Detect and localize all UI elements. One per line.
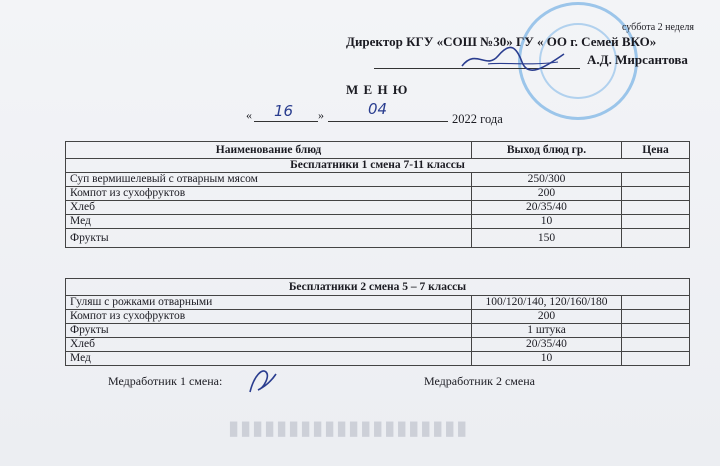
dish-name: Суп вермишелевый с отварным мясом — [66, 173, 472, 187]
section-title: Бесплатники 2 смена 5 – 7 классы — [66, 279, 690, 296]
dish-qty: 20/35/40 — [472, 201, 622, 215]
bleed-through-text: ▮▮▮▮▮▮▮▮▮▮▮▮▮▮▮▮▮▮▮▮ — [228, 419, 469, 441]
dish-qty: 10 — [472, 352, 622, 366]
dish-name: Гуляш с рожками отварными — [66, 296, 472, 310]
director-name: А.Д. Мирсантова — [587, 52, 688, 67]
dish-qty: 100/120/140, 120/160/180 — [472, 296, 622, 310]
dish-name: Хлеб — [66, 338, 472, 352]
table-row — [66, 215, 690, 229]
dish-price — [622, 187, 690, 201]
dish-price — [622, 324, 690, 338]
dish-qty: 150 — [472, 229, 622, 248]
dish-price — [622, 352, 690, 366]
dish-name: Фрукты — [66, 229, 472, 248]
dish-price — [622, 296, 690, 310]
date-month: 04 — [368, 100, 388, 118]
date-year: 2022 года — [452, 112, 503, 126]
dish-qty: 10 — [472, 215, 622, 229]
table-header-row — [66, 142, 690, 159]
table-row — [66, 338, 690, 352]
section-title-row — [66, 279, 690, 296]
dish-name: Компот из сухофруктов — [66, 310, 472, 324]
table-row — [66, 310, 690, 324]
menu-table-shift-1 — [65, 141, 690, 248]
dish-name: Фрукты — [66, 324, 472, 338]
menu-table-shift-2 — [65, 278, 690, 366]
date-open-quote: « — [246, 108, 252, 122]
dish-qty: 200 — [472, 187, 622, 201]
dish-qty: 250/300 — [472, 173, 622, 187]
dish-price — [622, 229, 690, 248]
dish-qty: 1 штука — [472, 324, 622, 338]
menu-title: М Е Н Ю — [346, 82, 409, 97]
dish-name: Хлеб — [66, 201, 472, 215]
medic-signature — [244, 366, 280, 396]
dish-qty: 200 — [472, 310, 622, 324]
column-header: Выход блюд гр. — [472, 142, 622, 159]
dish-name: Компот из сухофруктов — [66, 187, 472, 201]
table-row — [66, 229, 690, 248]
dish-price — [622, 215, 690, 229]
table-row — [66, 296, 690, 310]
table-row — [66, 187, 690, 201]
table-row — [66, 352, 690, 366]
director-signature — [458, 44, 568, 74]
table-row — [66, 201, 690, 215]
date-day: 16 — [274, 102, 294, 120]
dish-price — [622, 173, 690, 187]
dish-name: Мед — [66, 352, 472, 366]
month-underline — [328, 121, 448, 122]
table-row — [66, 173, 690, 187]
week-note: суббота 2 неделя — [622, 22, 694, 33]
dish-qty: 20/35/40 — [472, 338, 622, 352]
section-title-row — [66, 159, 690, 173]
dish-price — [622, 310, 690, 324]
director-line: Директор КГУ «СОШ №30» ГУ « ОО г. Семей ВКО» — [346, 34, 657, 49]
section-title: Бесплатники 1 смена 7-11 классы — [66, 159, 690, 173]
table-row — [66, 324, 690, 338]
dish-name: Мед — [66, 215, 472, 229]
dish-price — [622, 201, 690, 215]
column-header: Цена — [622, 142, 690, 159]
medic-shift-2-label: Медработник 2 смена — [424, 374, 535, 388]
day-underline — [254, 121, 318, 122]
column-header: Наименование блюд — [66, 142, 472, 159]
date-close-quote: » — [318, 108, 324, 122]
medic-shift-1-label: Медработник 1 смена: — [108, 374, 223, 388]
dish-price — [622, 338, 690, 352]
